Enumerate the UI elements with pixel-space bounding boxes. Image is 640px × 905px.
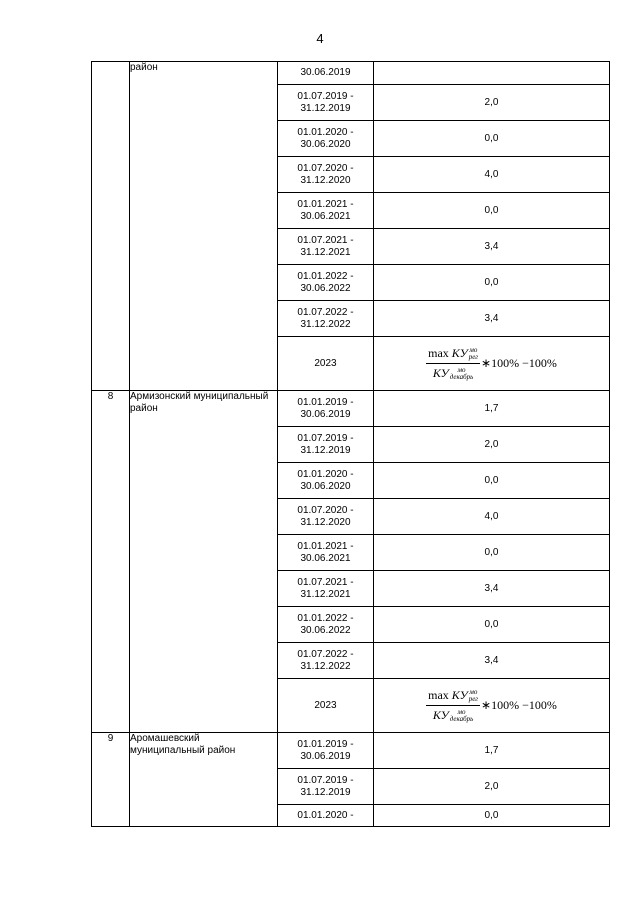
formula-denominator bbox=[431, 364, 475, 381]
formula-denominator-var: КУ bbox=[432, 366, 449, 380]
formula-denominator-sub: декабрь bbox=[449, 715, 474, 724]
period-cell: 01.01.2019 - 30.06.2019 bbox=[278, 733, 374, 769]
formula-tail: ∗100% −100% bbox=[481, 356, 557, 370]
formula-numerator-sub: рег bbox=[468, 695, 479, 703]
formula-denominator-var: КУ bbox=[432, 708, 449, 722]
formula-cell bbox=[374, 679, 610, 733]
value-cell: 0,0 bbox=[374, 805, 610, 827]
period-cell: 01.07.2019 - 31.12.2019 bbox=[278, 85, 374, 121]
formula-fraction bbox=[426, 688, 480, 724]
period-cell: 01.01.2020 - 30.06.2020 bbox=[278, 121, 374, 157]
value-cell: 0,0 bbox=[374, 463, 610, 499]
formula-numerator bbox=[426, 688, 480, 706]
value-cell: 0,0 bbox=[374, 121, 610, 157]
municipality-name: Армизонский муниципальный район bbox=[130, 391, 278, 733]
formula-denominator-sup: мо bbox=[457, 366, 466, 375]
row-number bbox=[92, 62, 130, 391]
formula-max: max bbox=[428, 687, 449, 702]
formula-numerator-sup: мо bbox=[469, 346, 478, 354]
value-cell: 3,4 bbox=[374, 571, 610, 607]
formula-numerator-sup: мо bbox=[469, 688, 478, 696]
value-cell: 0,0 bbox=[374, 265, 610, 301]
period-cell: 2023 bbox=[278, 337, 374, 391]
page-number: 4 bbox=[316, 31, 324, 46]
row-number: 9 bbox=[92, 733, 130, 827]
table-row bbox=[92, 733, 610, 769]
period-cell: 2023 bbox=[278, 679, 374, 733]
period-cell: 01.07.2020 - 31.12.2020 bbox=[278, 499, 374, 535]
formula-denominator-sub: декабрь bbox=[449, 373, 474, 382]
period-cell: 01.07.2020 - 31.12.2020 bbox=[278, 157, 374, 193]
value-cell: 2,0 bbox=[374, 427, 610, 463]
formula-numerator-sub: рег bbox=[468, 353, 479, 361]
growth-formula bbox=[426, 688, 557, 724]
period-cell: 30.06.2019 bbox=[278, 62, 374, 85]
formula-denominator bbox=[431, 706, 475, 723]
formula-numerator-var: КУ bbox=[451, 687, 468, 702]
period-cell: 01.07.2022 - 31.12.2022 bbox=[278, 643, 374, 679]
value-cell: 4,0 bbox=[374, 157, 610, 193]
tariff-table bbox=[91, 61, 610, 827]
period-cell: 01.07.2019 - 31.12.2019 bbox=[278, 427, 374, 463]
value-cell: 0,0 bbox=[374, 193, 610, 229]
period-cell: 01.01.2020 - bbox=[278, 805, 374, 827]
formula-max: max bbox=[428, 345, 449, 360]
row-number: 8 bbox=[92, 391, 130, 733]
table-row bbox=[92, 391, 610, 427]
period-cell: 01.01.2020 - 30.06.2020 bbox=[278, 463, 374, 499]
formula-numerator-var: КУ bbox=[451, 345, 468, 360]
value-cell: 1,7 bbox=[374, 391, 610, 427]
period-cell: 01.07.2019 - 31.12.2019 bbox=[278, 769, 374, 805]
period-cell: 01.01.2021 - 30.06.2021 bbox=[278, 535, 374, 571]
municipality-name: Аромашевский муниципальный район bbox=[130, 733, 278, 827]
value-cell: 0,0 bbox=[374, 607, 610, 643]
value-cell: 0,0 bbox=[374, 535, 610, 571]
period-cell: 01.01.2021 - 30.06.2021 bbox=[278, 193, 374, 229]
value-cell: 4,0 bbox=[374, 499, 610, 535]
table-row bbox=[92, 62, 610, 85]
municipality-name: район bbox=[130, 62, 278, 391]
value-cell: 1,7 bbox=[374, 733, 610, 769]
period-cell: 01.07.2021 - 31.12.2021 bbox=[278, 229, 374, 265]
formula-denominator-sup: мо bbox=[457, 708, 466, 717]
value-cell: 2,0 bbox=[374, 769, 610, 805]
period-cell: 01.01.2019 - 30.06.2019 bbox=[278, 391, 374, 427]
formula-cell bbox=[374, 337, 610, 391]
value-cell bbox=[374, 62, 610, 85]
formula-tail: ∗100% −100% bbox=[481, 698, 557, 712]
period-cell: 01.07.2021 - 31.12.2021 bbox=[278, 571, 374, 607]
formula-fraction bbox=[426, 346, 480, 382]
value-cell: 2,0 bbox=[374, 85, 610, 121]
period-cell: 01.01.2022 - 30.06.2022 bbox=[278, 607, 374, 643]
period-cell: 01.07.2022 - 31.12.2022 bbox=[278, 301, 374, 337]
formula-numerator bbox=[426, 346, 480, 364]
period-cell: 01.01.2022 - 30.06.2022 bbox=[278, 265, 374, 301]
value-cell: 3,4 bbox=[374, 643, 610, 679]
value-cell: 3,4 bbox=[374, 301, 610, 337]
growth-formula bbox=[426, 346, 557, 382]
value-cell: 3,4 bbox=[374, 229, 610, 265]
